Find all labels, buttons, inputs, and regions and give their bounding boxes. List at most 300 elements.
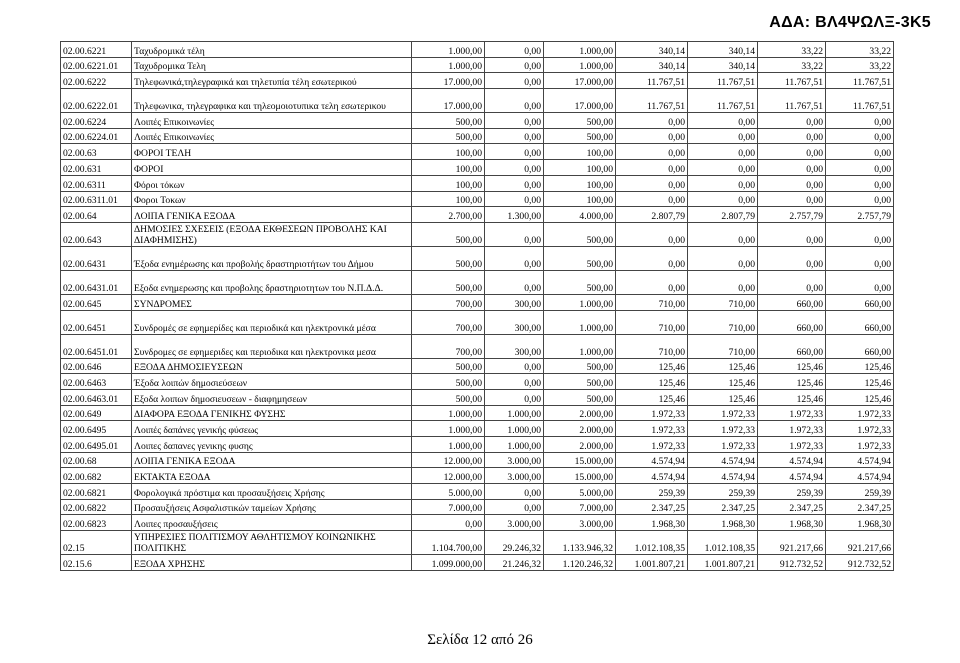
budget-change-cell: 21.246,32 [485, 555, 544, 571]
initial-budget-cell: 0,00 [412, 515, 485, 531]
initial-budget-cell: 1.099.000,00 [412, 555, 485, 571]
account-code-cell: 02.00.63 [61, 144, 132, 160]
initial-budget-cell: 1.000,00 [412, 421, 485, 437]
account-code-cell: 02.00.6221.01 [61, 57, 132, 73]
initial-budget-cell: 1.000,00 [412, 437, 485, 453]
initial-budget-cell: 700,00 [412, 334, 485, 358]
committed-cell: 4.574,94 [616, 452, 688, 468]
description-cell: Εξοδα ενημερωσης και προβολης δραστηριοτητων του Ν.Π.Δ.Δ. [132, 270, 412, 294]
description-cell: Έξοδα ενημέρωσης και προβολής δραστηριοτήτων του Δήμου [132, 246, 412, 270]
paid-cell: 1.972,33 [826, 437, 894, 453]
account-code-cell: 02.00.6222 [61, 73, 132, 89]
table-row [61, 128, 894, 144]
budget-change-cell: 0,00 [485, 89, 544, 113]
committed-cell: 1.968,30 [616, 515, 688, 531]
approved-cell: 0,00 [688, 128, 758, 144]
approved-cell: 710,00 [688, 310, 758, 334]
page-number: Σελίδα 12 από 26 [427, 632, 533, 648]
committed-cell: 1.972,33 [616, 405, 688, 421]
description-cell: Συνδρομές σε εφημερίδες και περιοδικά και ηλεκτρονικά μέσα [132, 310, 412, 334]
issued-cell: 11.767,51 [758, 73, 826, 89]
committed-cell: 259,39 [616, 484, 688, 500]
paid-cell: 1.972,33 [826, 421, 894, 437]
approved-cell: 4.574,94 [688, 468, 758, 484]
table-row [61, 389, 894, 405]
table-row [61, 310, 894, 334]
committed-cell: 710,00 [616, 294, 688, 310]
description-cell: ΔΙΑΦΟΡΑ ΕΞΟΔΑ ΓΕΝΙΚΗΣ ΦΥΣΗΣ [132, 405, 412, 421]
budget-change-cell: 0,00 [485, 358, 544, 374]
budget-change-cell: 0,00 [485, 246, 544, 270]
table-row [61, 499, 894, 515]
description-cell: Ταχυδρομικα Τελη [132, 57, 412, 73]
issued-cell: 125,46 [758, 389, 826, 405]
table-row [61, 57, 894, 73]
paid-cell: 11.767,51 [826, 89, 894, 113]
initial-budget-cell: 500,00 [412, 389, 485, 405]
final-budget-cell: 500,00 [544, 113, 616, 129]
committed-cell: 125,46 [616, 358, 688, 374]
initial-budget-cell: 700,00 [412, 310, 485, 334]
account-code-cell: 02.00.6451 [61, 310, 132, 334]
initial-budget-cell: 17.000,00 [412, 73, 485, 89]
paid-cell: 2.757,79 [826, 207, 894, 223]
account-code-cell: 02.00.6495.01 [61, 437, 132, 453]
committed-cell: 125,46 [616, 389, 688, 405]
issued-cell: 125,46 [758, 358, 826, 374]
table-row [61, 270, 894, 294]
description-cell: Έξοδα λοιπών δημοσιεύσεων [132, 374, 412, 390]
approved-cell: 0,00 [688, 175, 758, 191]
table-row [61, 113, 894, 129]
description-cell: Ταχυδρομικά τέλη [132, 42, 412, 58]
committed-cell: 710,00 [616, 334, 688, 358]
account-code-cell: 02.15 [61, 531, 132, 555]
approved-cell: 259,39 [688, 484, 758, 500]
initial-budget-cell: 100,00 [412, 160, 485, 176]
issued-cell: 912.732,52 [758, 555, 826, 571]
final-budget-cell: 1.000,00 [544, 294, 616, 310]
approved-cell: 1.012.108,35 [688, 531, 758, 555]
description-cell: ΛΟΙΠΑ ΓΕΝΙΚΑ ΕΞΟΔΑ [132, 452, 412, 468]
committed-cell: 0,00 [616, 246, 688, 270]
account-code-cell: 02.15.6 [61, 555, 132, 571]
account-code-cell: 02.00.64 [61, 207, 132, 223]
final-budget-cell: 500,00 [544, 389, 616, 405]
committed-cell: 1.972,33 [616, 437, 688, 453]
approved-cell: 11.767,51 [688, 73, 758, 89]
paid-cell: 0,00 [826, 144, 894, 160]
final-budget-cell: 500,00 [544, 128, 616, 144]
approved-cell: 125,46 [688, 374, 758, 390]
approved-cell: 1.001.807,21 [688, 555, 758, 571]
budget-change-cell: 0,00 [485, 160, 544, 176]
committed-cell: 0,00 [616, 144, 688, 160]
paid-cell: 660,00 [826, 334, 894, 358]
initial-budget-cell: 100,00 [412, 144, 485, 160]
final-budget-cell: 100,00 [544, 175, 616, 191]
budget-change-cell: 0,00 [485, 42, 544, 58]
issued-cell: 0,00 [758, 160, 826, 176]
final-budget-cell: 3.000,00 [544, 515, 616, 531]
budget-change-cell: 1.000,00 [485, 437, 544, 453]
table-row [61, 160, 894, 176]
approved-cell: 0,00 [688, 191, 758, 207]
approved-cell: 1.968,30 [688, 515, 758, 531]
issued-cell: 921.217,66 [758, 531, 826, 555]
table-row [61, 73, 894, 89]
committed-cell: 0,00 [616, 175, 688, 191]
committed-cell: 11.767,51 [616, 73, 688, 89]
budget-change-cell: 3.000,00 [485, 452, 544, 468]
issued-cell: 259,39 [758, 484, 826, 500]
initial-budget-cell: 12.000,00 [412, 452, 485, 468]
final-budget-cell: 1.120.246,32 [544, 555, 616, 571]
issued-cell: 0,00 [758, 222, 826, 246]
issued-cell: 1.968,30 [758, 515, 826, 531]
table-row [61, 144, 894, 160]
paid-cell: 0,00 [826, 160, 894, 176]
table-row [61, 358, 894, 374]
account-code-cell: 02.00.6823 [61, 515, 132, 531]
initial-budget-cell: 7.000,00 [412, 499, 485, 515]
committed-cell: 1.972,33 [616, 421, 688, 437]
initial-budget-cell: 17.000,00 [412, 89, 485, 113]
initial-budget-cell: 1.000,00 [412, 405, 485, 421]
table-row [61, 374, 894, 390]
paid-cell: 0,00 [826, 222, 894, 246]
budget-change-cell: 0,00 [485, 389, 544, 405]
committed-cell: 4.574,94 [616, 468, 688, 484]
issued-cell: 660,00 [758, 310, 826, 334]
paid-cell: 125,46 [826, 358, 894, 374]
approved-cell: 0,00 [688, 270, 758, 294]
initial-budget-cell: 1.000,00 [412, 42, 485, 58]
budget-change-cell: 0,00 [485, 499, 544, 515]
committed-cell: 710,00 [616, 310, 688, 334]
final-budget-cell: 100,00 [544, 191, 616, 207]
initial-budget-cell: 700,00 [412, 294, 485, 310]
approved-cell: 1.972,33 [688, 437, 758, 453]
initial-budget-cell: 100,00 [412, 175, 485, 191]
final-budget-cell: 500,00 [544, 374, 616, 390]
table-row [61, 468, 894, 484]
budget-change-cell: 0,00 [485, 191, 544, 207]
description-cell: Τηλεφωνικα, τηλεγραφικα και τηλεομοιοτυπικα τελη εσωτερικου [132, 89, 412, 113]
approved-cell: 0,00 [688, 160, 758, 176]
final-budget-cell: 1.133.946,32 [544, 531, 616, 555]
final-budget-cell: 1.000,00 [544, 334, 616, 358]
table-row [61, 191, 894, 207]
account-code-cell: 02.00.6311 [61, 175, 132, 191]
budget-change-cell: 0,00 [485, 374, 544, 390]
table-row [61, 294, 894, 310]
account-code-cell: 02.00.6822 [61, 499, 132, 515]
approved-cell: 125,46 [688, 358, 758, 374]
approved-cell: 125,46 [688, 389, 758, 405]
paid-cell: 259,39 [826, 484, 894, 500]
account-code-cell: 02.00.643 [61, 222, 132, 246]
issued-cell: 1.972,33 [758, 421, 826, 437]
approved-cell: 0,00 [688, 113, 758, 129]
issued-cell: 1.972,33 [758, 405, 826, 421]
description-cell: Προσαυξήσεις Ασφαλιστικών ταμείων Χρήσης [132, 499, 412, 515]
committed-cell: 0,00 [616, 270, 688, 294]
table-row [61, 531, 894, 555]
description-cell: ΦΟΡΟΙ ΤΕΛΗ [132, 144, 412, 160]
budget-change-cell: 300,00 [485, 310, 544, 334]
account-code-cell: 02.00.631 [61, 160, 132, 176]
issued-cell: 2.757,79 [758, 207, 826, 223]
approved-cell: 0,00 [688, 222, 758, 246]
description-cell: ΕΞΟΔΑ ΧΡΗΣΗΣ [132, 555, 412, 571]
approved-cell: 0,00 [688, 144, 758, 160]
approved-cell: 0,00 [688, 246, 758, 270]
budget-table [60, 41, 894, 571]
table-row [61, 555, 894, 571]
issued-cell: 1.972,33 [758, 437, 826, 453]
paid-cell: 11.767,51 [826, 73, 894, 89]
initial-budget-cell: 1.104.700,00 [412, 531, 485, 555]
initial-budget-cell: 12.000,00 [412, 468, 485, 484]
paid-cell: 2.347,25 [826, 499, 894, 515]
description-cell: ΥΠΗΡΕΣΙΕΣ ΠΟΛΙΤΙΣΜΟΥ ΑΘΛΗΤΙΣΜΟΥ ΚΟΙΝΩΝΙΚΗΣ ΠΟΛΙΤΙΚΗΣ [132, 531, 412, 555]
table-row [61, 421, 894, 437]
final-budget-cell: 4.000,00 [544, 207, 616, 223]
description-cell: ΛΟΙΠΑ ΓΕΝΙΚΑ ΕΞΟΔΑ [132, 207, 412, 223]
issued-cell: 0,00 [758, 113, 826, 129]
budget-change-cell: 0,00 [485, 175, 544, 191]
committed-cell: 0,00 [616, 191, 688, 207]
paid-cell: 125,46 [826, 374, 894, 390]
account-code-cell: 02.00.6221 [61, 42, 132, 58]
table-row [61, 515, 894, 531]
initial-budget-cell: 500,00 [412, 374, 485, 390]
ada-code: ΑΔΑ: ΒΛ4ΨΩΛΞ-3Κ5 [769, 14, 931, 31]
issued-cell: 0,00 [758, 270, 826, 294]
budget-change-cell: 0,00 [485, 484, 544, 500]
initial-budget-cell: 5.000,00 [412, 484, 485, 500]
initial-budget-cell: 1.000,00 [412, 57, 485, 73]
account-code-cell: 02.00.68 [61, 452, 132, 468]
description-cell: Τηλεφωνικά,τηλεγραφικά και τηλετυπία τέλη εσωτερικού [132, 73, 412, 89]
final-budget-cell: 2.000,00 [544, 437, 616, 453]
committed-cell: 340,14 [616, 42, 688, 58]
issued-cell: 33,22 [758, 42, 826, 58]
paid-cell: 4.574,94 [826, 452, 894, 468]
budget-change-cell: 0,00 [485, 270, 544, 294]
table-row [61, 405, 894, 421]
approved-cell: 2.347,25 [688, 499, 758, 515]
final-budget-cell: 1.000,00 [544, 42, 616, 58]
description-cell: Λοιπές δαπάνες γενικής φύσεως [132, 421, 412, 437]
account-code-cell: 02.00.6821 [61, 484, 132, 500]
budget-change-cell: 0,00 [485, 222, 544, 246]
paid-cell: 1.968,30 [826, 515, 894, 531]
description-cell: ΣΥΝΔΡΟΜΕΣ [132, 294, 412, 310]
paid-cell: 912.732,52 [826, 555, 894, 571]
description-cell: ΔΗΜΟΣΙΕΣ ΣΧΕΣΕΙΣ (ΕΞΟΔΑ ΕΚΘΕΣΕΩΝ ΠΡΟΒΟΛΗΣ ΚΑΙ ΔΙΑΦΗΜΙΣΗΣ) [132, 222, 412, 246]
description-cell: ΕΚΤΑΚΤΑ ΕΞΟΔΑ [132, 468, 412, 484]
issued-cell: 0,00 [758, 128, 826, 144]
issued-cell: 0,00 [758, 191, 826, 207]
budget-change-cell: 3.000,00 [485, 515, 544, 531]
budget-change-cell: 300,00 [485, 294, 544, 310]
initial-budget-cell: 500,00 [412, 113, 485, 129]
issued-cell: 33,22 [758, 57, 826, 73]
budget-change-cell: 1.300,00 [485, 207, 544, 223]
paid-cell: 0,00 [826, 113, 894, 129]
committed-cell: 0,00 [616, 222, 688, 246]
paid-cell: 125,46 [826, 389, 894, 405]
committed-cell: 0,00 [616, 128, 688, 144]
description-cell: Λοιπες δαπανες γενικης φυσης [132, 437, 412, 453]
table-row [61, 89, 894, 113]
initial-budget-cell: 500,00 [412, 128, 485, 144]
account-code-cell: 02.00.6431.01 [61, 270, 132, 294]
committed-cell: 2.807,79 [616, 207, 688, 223]
budget-change-cell: 0,00 [485, 57, 544, 73]
account-code-cell: 02.00.6451.01 [61, 334, 132, 358]
paid-cell: 660,00 [826, 294, 894, 310]
final-budget-cell: 100,00 [544, 160, 616, 176]
initial-budget-cell: 100,00 [412, 191, 485, 207]
paid-cell: 0,00 [826, 191, 894, 207]
budget-change-cell: 29.246,32 [485, 531, 544, 555]
paid-cell: 33,22 [826, 57, 894, 73]
table-row [61, 484, 894, 500]
issued-cell: 2.347,25 [758, 499, 826, 515]
table-row [61, 42, 894, 58]
paid-cell: 921.217,66 [826, 531, 894, 555]
account-code-cell: 02.00.6431 [61, 246, 132, 270]
budget-change-cell: 0,00 [485, 73, 544, 89]
account-code-cell: 02.00.649 [61, 405, 132, 421]
final-budget-cell: 5.000,00 [544, 484, 616, 500]
account-code-cell: 02.00.6224.01 [61, 128, 132, 144]
paid-cell: 660,00 [826, 310, 894, 334]
account-code-cell: 02.00.645 [61, 294, 132, 310]
approved-cell: 710,00 [688, 334, 758, 358]
description-cell: Λοιπές Επικοινωνίες [132, 128, 412, 144]
budget-change-cell: 0,00 [485, 113, 544, 129]
table-row [61, 175, 894, 191]
account-code-cell: 02.00.6224 [61, 113, 132, 129]
table-row [61, 207, 894, 223]
final-budget-cell: 100,00 [544, 144, 616, 160]
description-cell: ΦΟΡΟΙ [132, 160, 412, 176]
approved-cell: 11.767,51 [688, 89, 758, 113]
approved-cell: 4.574,94 [688, 452, 758, 468]
account-code-cell: 02.00.6222.01 [61, 89, 132, 113]
description-cell: ΕΞΟΔΑ ΔΗΜΟΣΙΕΥΣΕΩΝ [132, 358, 412, 374]
issued-cell: 660,00 [758, 294, 826, 310]
paid-cell: 0,00 [826, 175, 894, 191]
final-budget-cell: 1.000,00 [544, 57, 616, 73]
budget-change-cell: 0,00 [485, 128, 544, 144]
initial-budget-cell: 500,00 [412, 222, 485, 246]
table-row [61, 222, 894, 246]
description-cell: Φορολογικά πρόστιμα και προσαυξήσεις Χρήσης [132, 484, 412, 500]
account-code-cell: 02.00.6311.01 [61, 191, 132, 207]
issued-cell: 0,00 [758, 175, 826, 191]
committed-cell: 125,46 [616, 374, 688, 390]
paid-cell: 1.972,33 [826, 405, 894, 421]
account-code-cell: 02.00.682 [61, 468, 132, 484]
table-row [61, 334, 894, 358]
committed-cell: 0,00 [616, 160, 688, 176]
final-budget-cell: 15.000,00 [544, 452, 616, 468]
issued-cell: 125,46 [758, 374, 826, 390]
table-row [61, 246, 894, 270]
final-budget-cell: 15.000,00 [544, 468, 616, 484]
issued-cell: 0,00 [758, 246, 826, 270]
budget-change-cell: 3.000,00 [485, 468, 544, 484]
final-budget-cell: 500,00 [544, 222, 616, 246]
final-budget-cell: 500,00 [544, 358, 616, 374]
initial-budget-cell: 500,00 [412, 358, 485, 374]
final-budget-cell: 500,00 [544, 246, 616, 270]
final-budget-cell: 17.000,00 [544, 89, 616, 113]
account-code-cell: 02.00.646 [61, 358, 132, 374]
paid-cell: 4.574,94 [826, 468, 894, 484]
issued-cell: 660,00 [758, 334, 826, 358]
paid-cell: 0,00 [826, 270, 894, 294]
description-cell: Φοροι Τοκων [132, 191, 412, 207]
approved-cell: 710,00 [688, 294, 758, 310]
initial-budget-cell: 500,00 [412, 246, 485, 270]
committed-cell: 0,00 [616, 113, 688, 129]
final-budget-cell: 500,00 [544, 270, 616, 294]
approved-cell: 1.972,33 [688, 421, 758, 437]
budget-change-cell: 0,00 [485, 144, 544, 160]
initial-budget-cell: 2.700,00 [412, 207, 485, 223]
budget-change-cell: 300,00 [485, 334, 544, 358]
committed-cell: 1.012.108,35 [616, 531, 688, 555]
issued-cell: 0,00 [758, 144, 826, 160]
description-cell: Λοιπες προσαυξήσεις [132, 515, 412, 531]
account-code-cell: 02.00.6495 [61, 421, 132, 437]
budget-change-cell: 1.000,00 [485, 421, 544, 437]
description-cell: Εξοδα λοιπων δημοσιευσεων - διαφημησεων [132, 389, 412, 405]
paid-cell: 0,00 [826, 246, 894, 270]
final-budget-cell: 2.000,00 [544, 421, 616, 437]
paid-cell: 33,22 [826, 42, 894, 58]
description-cell: Φόροι τόκων [132, 175, 412, 191]
account-code-cell: 02.00.6463.01 [61, 389, 132, 405]
approved-cell: 2.807,79 [688, 207, 758, 223]
committed-cell: 2.347,25 [616, 499, 688, 515]
final-budget-cell: 1.000,00 [544, 310, 616, 334]
description-cell: Συνδρομες σε εφημεριδες και περιοδικα και ηλεκτρονικα μεσα [132, 334, 412, 358]
committed-cell: 1.001.807,21 [616, 555, 688, 571]
initial-budget-cell: 500,00 [412, 270, 485, 294]
table-row [61, 452, 894, 468]
approved-cell: 1.972,33 [688, 405, 758, 421]
final-budget-cell: 2.000,00 [544, 405, 616, 421]
account-code-cell: 02.00.6463 [61, 374, 132, 390]
final-budget-cell: 17.000,00 [544, 73, 616, 89]
issued-cell: 11.767,51 [758, 89, 826, 113]
table-row [61, 437, 894, 453]
description-cell: Λοιπές Επικοινωνίες [132, 113, 412, 129]
paid-cell: 0,00 [826, 128, 894, 144]
final-budget-cell: 7.000,00 [544, 499, 616, 515]
issued-cell: 4.574,94 [758, 452, 826, 468]
committed-cell: 11.767,51 [616, 89, 688, 113]
issued-cell: 4.574,94 [758, 468, 826, 484]
approved-cell: 340,14 [688, 57, 758, 73]
